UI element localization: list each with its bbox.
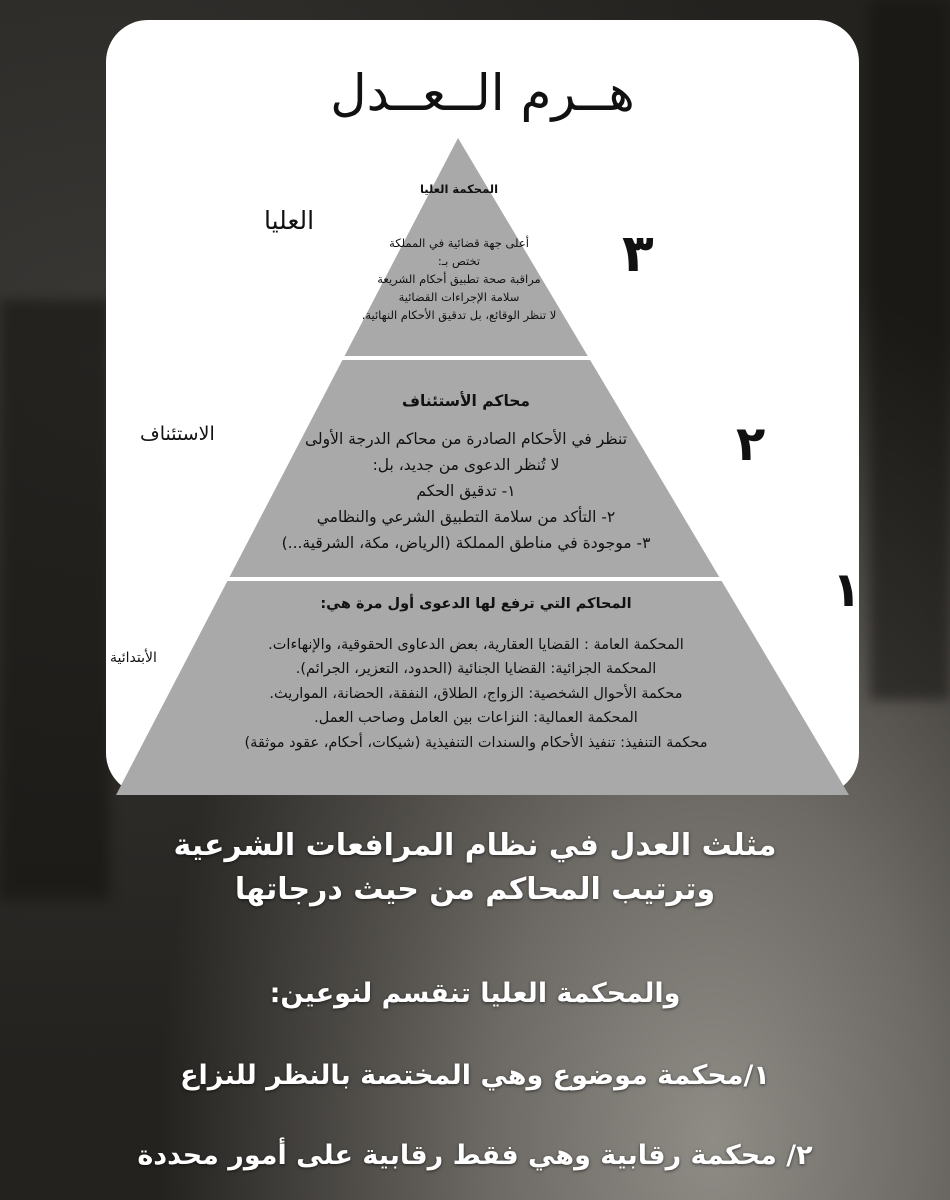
side-label-primary: الأبتدائية xyxy=(110,650,157,666)
tier-line: لا تُنظر الدعوى من جديد، بل: xyxy=(372,456,560,474)
tier-line: محكمة التنفيذ: تنفيذ الأحكام والسندات التنفيذية (شيكات، أحكام، عقود موثقة) xyxy=(244,734,708,751)
level-number-2: ٢ xyxy=(736,416,766,472)
tier-line: ٢- التأكد من سلامة التطبيق الشرعي والنظامي xyxy=(316,508,616,526)
tier-line: أعلى جهة قضائية في المملكة xyxy=(389,236,529,250)
tier-line: تنظر في الأحكام الصادرة من محاكم الدرجة الأولى xyxy=(304,430,628,448)
tier-line: المحكمة الجزائية: القضايا الجنائية (الحدود، التعزير، الجرائم). xyxy=(295,661,657,677)
tier-appeal-text xyxy=(216,388,716,556)
caption-line-1: مثلث العدل في نظام المرافعات الشرعية xyxy=(173,828,777,863)
level-number-3: ٣ xyxy=(622,224,654,284)
tier-line: سلامة الإجراءات القضائية xyxy=(398,290,520,304)
tier-line: مراقبة صحة تطبيق أحكام الشريعة xyxy=(377,272,541,286)
page-title: هــرم الــعــدل xyxy=(330,64,635,122)
tier-line: تختص بـ: xyxy=(437,254,481,268)
tier-supreme-text xyxy=(334,180,584,324)
caption-line-2: وترتيب المحاكم من حيث درجاتها xyxy=(234,872,716,907)
tier-line: لا تنظر الوقائع، بل تدقيق الأحكام النهائية. xyxy=(361,308,557,322)
tier-heading: المحاكم التي ترفع لها الدعوى أول مرة هي: xyxy=(320,596,632,612)
tier-line: المحكمة العمالية: النزاعات بين العامل وصاحب العمل. xyxy=(314,710,638,726)
tier-line: ٣- موجودة في مناطق المملكة (الرياض، مكة، الشرقية...) xyxy=(281,534,651,552)
level-number-1: ١ xyxy=(832,562,862,618)
caption-line-5: ٢/ محكمة رقابية وهي فقط رقابية على أمور محددة xyxy=(137,1140,813,1171)
tier-line: المحكمة العامة : القضايا العقارية، بعض الدعاوى الحقوقية، والإنهاءات. xyxy=(268,636,684,653)
tier-line: ١- تدقيق الحكم xyxy=(416,482,516,500)
side-label-supreme: العليا xyxy=(264,206,315,235)
background-shelf-shadow xyxy=(870,0,950,700)
tier-primary-text xyxy=(146,592,806,755)
caption-line-4: ١/محكمة موضوع وهي المختصة بالنظر للنزاع xyxy=(180,1060,770,1091)
pyramid-card xyxy=(106,20,862,795)
background-shelf-shadow xyxy=(0,300,110,900)
tier-line: محكمة الأحوال الشخصية: الزواج، الطلاق، النفقة، الحضانة، المواريث. xyxy=(269,685,683,702)
tier-heading: محاكم الأستئناف xyxy=(401,392,531,410)
caption-line-3: والمحكمة العليا تنقسم لنوعين: xyxy=(269,978,681,1009)
tier-heading: المحكمة العليا xyxy=(419,182,499,196)
side-label-appeal: الاستئناف xyxy=(140,423,215,445)
